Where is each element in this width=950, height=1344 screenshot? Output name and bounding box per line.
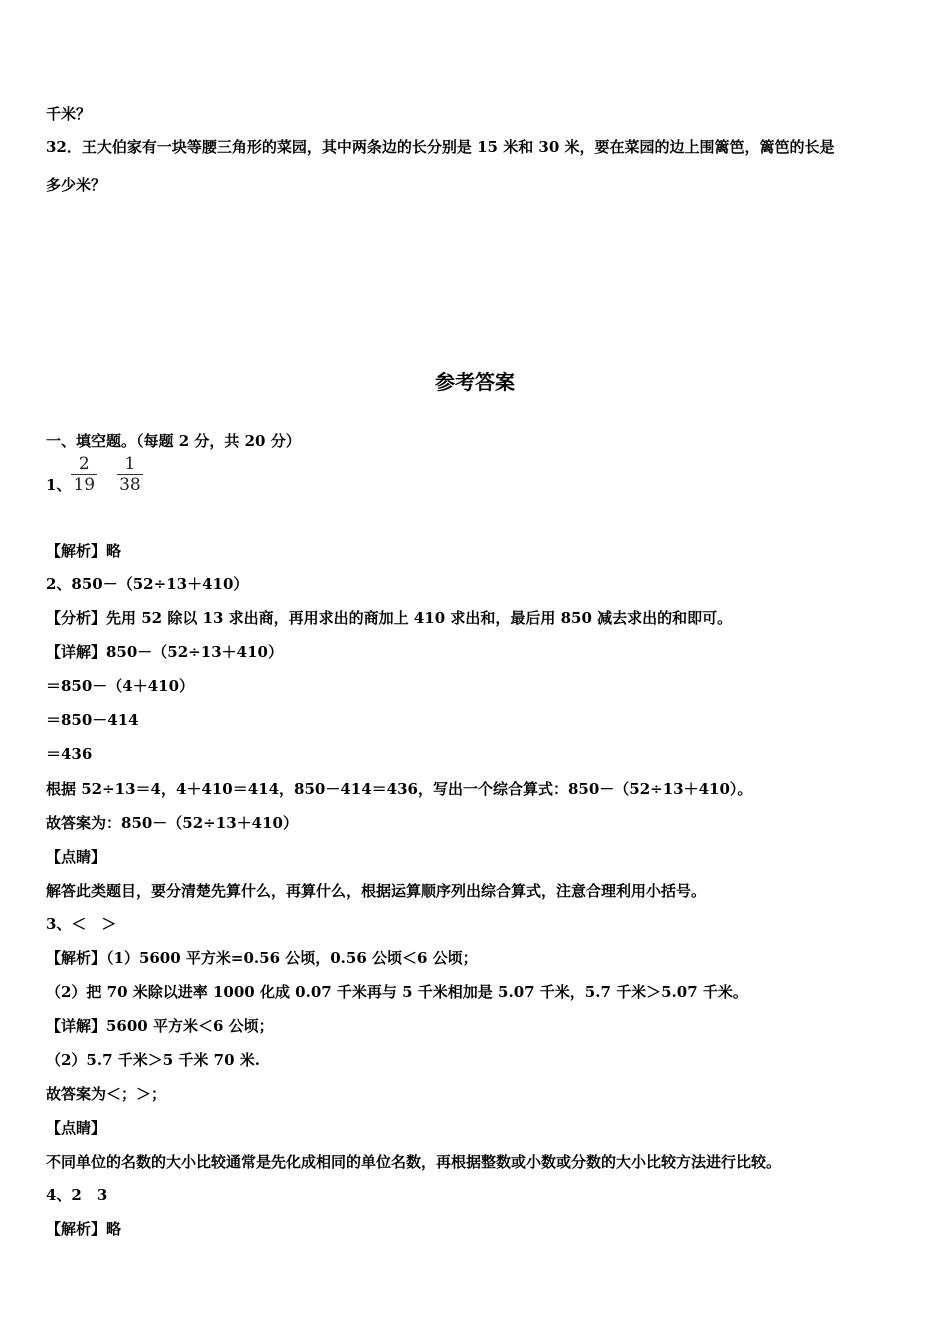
answer-1-jiexi: 【解析】略 <box>46 542 122 560</box>
fraction-1-38 <box>117 454 143 495</box>
fraction-denominator: 19 <box>73 475 96 495</box>
fraction-numerator: 2 <box>78 454 90 474</box>
answer-3-final: 故答案为＜；＞； <box>46 1085 167 1103</box>
answer-2-final: 故答案为：850－（52÷13＋410） <box>46 814 298 832</box>
answer-2-step2: ＝850－414 <box>46 711 139 729</box>
answer-3-jiexi2: （2）把 70 米除以进率 1000 化成 0.07 千米再与 5 千米相加是 5.07 千米，5.7 千米＞5.07 千米。 <box>46 983 748 1001</box>
answer-2-xiangjie: 【详解】850－（52÷13＋410） <box>46 643 283 661</box>
question-32-line1: 32．王大伯家有一块等腰三角形的菜园，其中两条边的长分别是 15 米和 30 米，要在菜园的边上围篱笆，篱笆的长是 <box>46 138 835 156</box>
answer-2: 2、850－（52÷13＋410） <box>46 575 249 593</box>
answer-4-jiexi: 【解析】略 <box>46 1220 122 1238</box>
answer-4: 4、2 3 <box>46 1186 108 1204</box>
fraction-numerator: 1 <box>124 454 136 474</box>
answer-1 <box>46 454 143 495</box>
answer-3-dianjing-text: 不同单位的名数的大小比较通常是先化成相同的单位名数，再根据整数或小数或分数的大小比较方法进行比较。 <box>46 1153 782 1171</box>
answer-2-fenxi: 【分析】先用 52 除以 13 求出商，再用求出的商加上 410 求出和，最后用 850 减去求出的和即可。 <box>46 609 733 627</box>
answer-1-prefix: 1、 <box>46 476 72 494</box>
answer-3: 3、＜ ＞ <box>46 915 117 933</box>
answer-2-explain: 根据 52÷13＝4，4＋410＝414，850－414＝436，写出一个综合算式：850－（52÷13＋410）。 <box>46 780 753 798</box>
answer-2-dianjing: 【点睛】 <box>46 848 107 866</box>
answer-title: 参考答案 <box>435 370 515 394</box>
answer-3-xiangjie2: （2）5.7 千米＞5 千米 70 米. <box>46 1051 260 1069</box>
fraction-denominator: 38 <box>119 475 141 495</box>
answer-3-xiangjie1: 【详解】5600 平方米＜6 公顷； <box>46 1017 274 1035</box>
answer-3-dianjing: 【点睛】 <box>46 1119 107 1137</box>
section-heading: 一、填空题。（每题 2 分，共 20 分） <box>46 432 301 450</box>
fraction-2-19 <box>71 454 97 495</box>
answer-2-step3: ＝436 <box>46 745 93 763</box>
answer-2-step1: ＝850－（4＋410） <box>46 677 195 695</box>
answer-3-jiexi1: 【解析】（1）5600 平方米=0.56 公顷，0.56 公顷＜6 公顷； <box>46 949 478 967</box>
answer-2-dianjing-text: 解答此类题目，要分清楚先算什么，再算什么，根据运算顺序列出综合算式，注意合理利用小括号。 <box>46 882 707 900</box>
question-32-line2: 多少米？ <box>46 176 107 194</box>
question-tail: 千米？ <box>46 105 92 123</box>
